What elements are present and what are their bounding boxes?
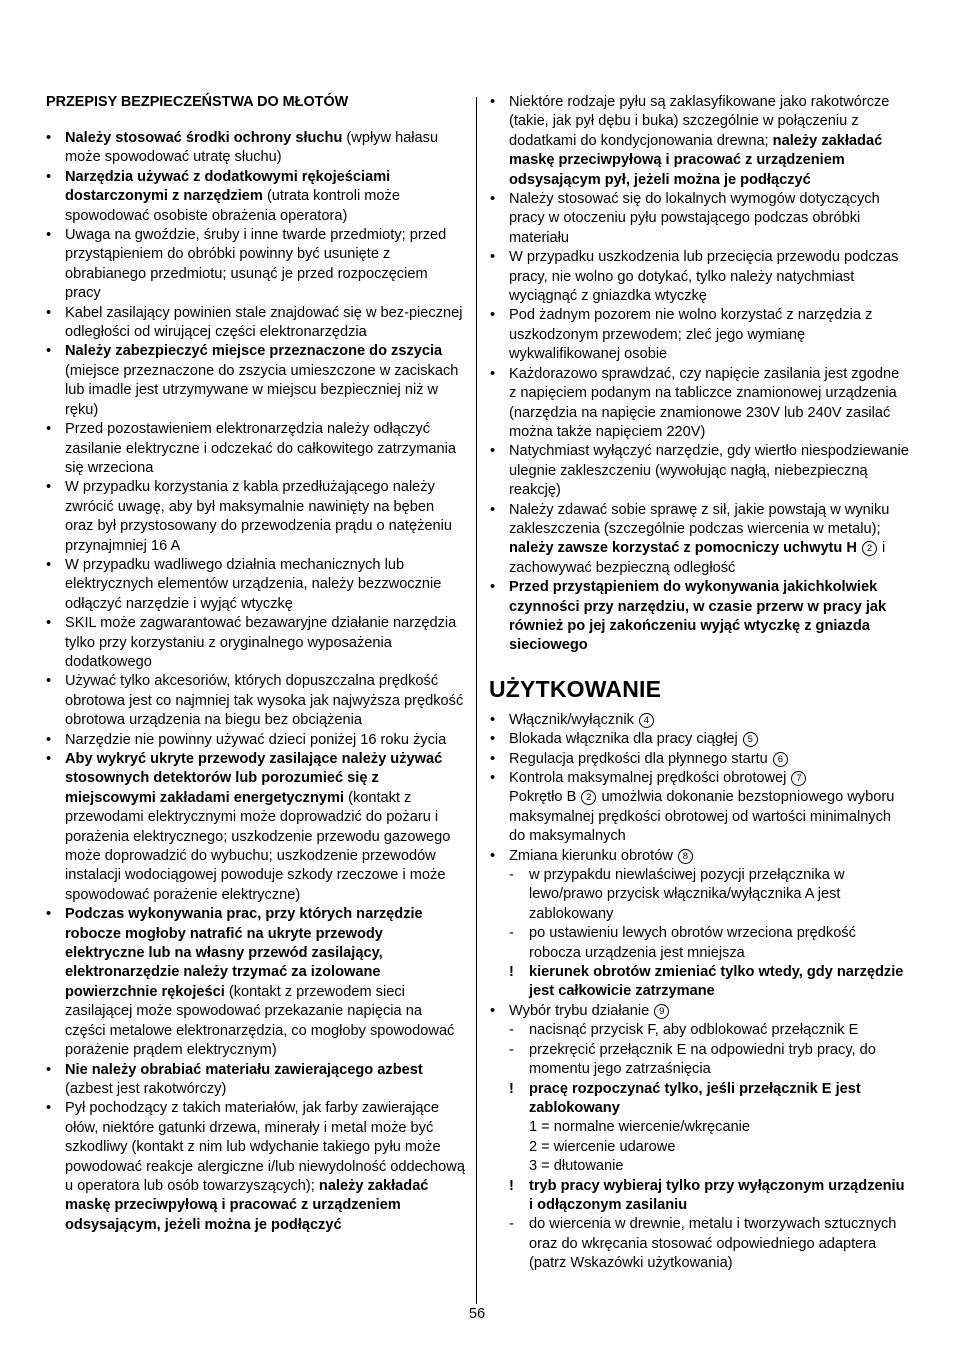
reference-number-icon: 2 (862, 541, 877, 556)
warning-item (509, 963, 910, 1002)
list-item (490, 769, 910, 847)
reference-number-icon: 4 (639, 713, 654, 728)
bold-text: należy zawsze korzystać z pomocniczy uchwytu H (509, 540, 857, 557)
safety-list (46, 129, 466, 1235)
item-text: W przypadku uszkodzenia lub przecięcia przewodu podczas pracy, nie wolno go dotykać, tylko należy natychmiast wyciągnąć z gniazdka wtyczkę (509, 249, 899, 305)
bold-text: Aby wykryć ukryte przewody zasilające należy używać stosownych detektorów lub porozumieć się z miejscowymi zakładami energetycznymi (65, 751, 443, 806)
mode-line: 3 = dłutowanie (529, 1158, 624, 1175)
bold-text: Podczas wykonywania prac, przy których narzędzie robocze mogłoby natrafić na ukryte przewody elektryczne lub na własny przewód zasilający, elektronarzędzie należy trzymać za izolowane powierzchnie rękojeści (65, 906, 423, 1000)
list-item (490, 501, 910, 579)
list-item (46, 1099, 466, 1235)
sub-text: w przypakdu niewlaściwej pozycji przełącznika w lewo/prawo przycisk włącznika/wyłącznika A jest zablokowany (529, 867, 845, 922)
sub-text: przekręcić przełącznik E na odpowiedni tryb pracy, do momentu jego zatrzaśnięcia (529, 1041, 876, 1078)
list-item (490, 1002, 910, 1274)
list-item (46, 168, 466, 226)
warning-text: tryb pracy wybieraj tylko przy wyłączonym urządzeniu i odłączonym zasilaniu (529, 1177, 905, 1213)
right-column (490, 93, 910, 1274)
item-text: (utrata kontroli może spowodować osobiste obrażenia operatora) (65, 188, 400, 224)
item-text: Blokada włącznika dla pracy ciągłej (509, 731, 738, 748)
item-text: Pod żadnym pozorem nie wolno korzystać z narzędzia z uszkodzonym przewodem; zleć jego wymianę wykwalifikowanej osobie (509, 307, 873, 363)
safety-list-continued (490, 93, 910, 656)
list-item (46, 420, 466, 478)
dash-marker: - (509, 1216, 514, 1233)
list-item (46, 672, 466, 730)
item-text: Włącznik/wyłącznik (509, 711, 634, 728)
list-item (46, 226, 466, 304)
item-text: (kontakt z przewodami elektrycznymi może doprowadzić do pożaru i porażenia elektrycznego; uszkodzenie przewodu gazowego może doprowadzić do wybuchu; uszkodzenie przewodów instalacji wodociągowej powoduje szkody rzeczowe i może spowodować porażenie elektryczne) (65, 789, 451, 903)
list-item (490, 190, 910, 248)
sub-item (509, 1041, 910, 1080)
list-item (490, 248, 910, 306)
item-text: Przed pozostawieniem elektronarzędzia należy odłączyć zasilanie elektryczne i odczekać do całkowitego zatrzymania się wrzeciona (65, 421, 456, 476)
item-text: umożlwia dokonanie bezstopniowego wyboru maksymalnej prędkości obrotowej od wartości minimalnych do maksymalnych (509, 789, 895, 845)
sub-text: do wiercenia w drewnie, metalu i tworzywach sztucznych oraz do wkręcania stosować odpowiedniego adaptera (patrz Wskazówki użytkowania) (529, 1216, 897, 1272)
item-text: (wpływ hałasu może spowodować utratę słuchu) (65, 130, 439, 166)
item-text: Używać tylko akcesoriów, których dopuszczalna prędkość obrotowa jest co najmniej tak wysoka jak najwyższa prędkość obrotowa urządzenia na biegu bez obciążenia (65, 673, 464, 729)
list-item (490, 578, 910, 656)
list-item (46, 750, 466, 905)
warning-text: kierunek obrotów zmieniać tylko wtedy, gdy narzędzie jest całkowicie zatrzymane (529, 964, 904, 1000)
list-item (490, 442, 910, 500)
sub-item (509, 866, 910, 924)
reference-number-icon: 2 (581, 790, 596, 805)
warning-item (509, 1177, 910, 1216)
list-item (46, 1061, 466, 1100)
usage-list (490, 711, 910, 1274)
bold-text: Nie należy obrabiać materiału zawierającego azbest (65, 1061, 423, 1078)
list-item (490, 93, 910, 190)
dash-marker: - (509, 1022, 514, 1039)
item-text: Każdorazowo sprawdzać, czy napięcie zasilania jest zgodne z napięciem podanym na tabliczce znamionowej urządzenia (narzędzia na napięcie znamionowe 230V lub 240V zasilać można także napięciem 220V) (509, 365, 900, 440)
item-text: Kabel zasilający powinien stale znajdować się w bez-piecznej odległości od wirującej części elektronarzędzia (65, 304, 463, 341)
reference-number-icon: 5 (743, 732, 758, 747)
list-item (46, 478, 466, 556)
item-text: Należy stosować się do lokalnych wymogów dotyczących pracy w otoczeniu pyłu powstającego podczas obróbki materiału (509, 191, 880, 246)
list-item (46, 905, 466, 1060)
warning-icon: ! (509, 964, 514, 981)
item-text: W przypadku wadliwego działnia mechanicznych lub elektrycznych elementów urządzenia, należy bezzwocznie odłączyć narzędzie i wyjąć wtyczkę (65, 556, 442, 612)
item-text: Pył pochodzący z takich materiałów, jak farby zawierające ołów, niektóre gatunki drzewa, minerały i metal może być szkodliwy (kontakt z nim lub wdychanie takiego pyłu może powodować reakcje alergiczne i/lub niewydolność oddechową u operatora lub osób towarzyszących); (65, 1100, 465, 1194)
list-item (46, 129, 466, 168)
item-text: Natychmiast wyłączyć narzędzie, gdy wiertło niespodziewanie ulegnie zakleszczeniu (wywołując nagłą, niebezpieczną reakcję) (509, 443, 909, 499)
list-item (490, 750, 910, 769)
dash-marker: - (509, 1041, 514, 1058)
sub-item (509, 1215, 910, 1273)
item-text: Niektóre rodzaje pyłu są zaklasyfikowane jako rakotwórcze (takie, jak pył dębu i buka) szczególnie w połączeniu z dodatkami do kondycjonowania drewna; (509, 94, 890, 149)
usage-title: UŻYTKOWANIE (489, 675, 662, 702)
list-item (46, 304, 466, 343)
reference-number-icon: 8 (678, 849, 693, 864)
sub-item (509, 924, 910, 963)
item-text: (azbest jest rakotwórczy) (65, 1080, 227, 1097)
reference-number-icon: 7 (791, 771, 806, 786)
mode-line: 1 = normalne wiercenie/wkręcanie (529, 1119, 751, 1136)
item-text: Kontrola maksymalnej prędkości obrotowej (509, 770, 787, 786)
item-text: Narzędzie nie powinny używać dzieci poniżej 16 roku życia (65, 731, 447, 748)
item-text: W przypadku korzystania z kabla przedłużającego należy zwrócić uwagę, aby był maksymalnie nawinięty na bęben oraz był przystosowany do przewodzenia prądu o natężeniu przynajmniej 16 A (65, 479, 452, 554)
list-item (490, 365, 910, 443)
bold-text: Przed przystąpieniem do wykonywania jakichkolwiek czynności przy narzędziu, w czasie przerw w pracy jak również po jej zakończeniu wyjąć wtyczkę z gniazda sieciowego (509, 579, 887, 654)
item-text: Pokrętło B (509, 789, 577, 806)
sub-text: po ustawieniu lewych obrotów wrzeciona prędkość robocza urządzenia jest mniejsza (529, 925, 856, 961)
bold-text: należy zakładać maskę przeciwpyłową i pracować z urządzeniem odsysającym pył, jeżeli można je podłączyć (509, 132, 883, 188)
item-text: Zmiana kierunku obrotów (509, 847, 673, 864)
sub-text: nacisnąć przycisk F, aby odblokować przełącznik E (529, 1022, 859, 1039)
list-item (490, 847, 910, 1002)
list-item (490, 711, 910, 730)
dash-marker: - (509, 867, 514, 884)
left-column (46, 93, 466, 1235)
column-divider (476, 97, 477, 1304)
list-item (46, 614, 466, 672)
item-text: (miejsce przeznaczone do zszycia umieszczone w zaciskach lub imadle jest utrzymywane w miejscu bezpieczniej niż w ręku) (65, 362, 459, 418)
item-text: (kontakt z przewodem sieci zasilającej może spowodować przekazanie napięcia na części metalowe elektronarzędzia, co mogłoby spowodować porażenie prądem elektrycznym) (65, 983, 455, 1059)
list-item (490, 306, 910, 364)
reference-number-icon: 6 (773, 752, 788, 767)
dash-marker: - (509, 925, 514, 942)
item-text: SKIL może zagwarantować bezawaryjne działanie narzędzia tylko przy korzystaniu z oryginalnego wyposażenia dodatkowego (65, 615, 457, 670)
reference-number-icon: 9 (654, 1004, 669, 1019)
warning-item (509, 1080, 910, 1119)
mode-line: 2 = wiercenie udarowe (529, 1138, 676, 1155)
item-text: Regulacja prędkości dla płynnego startu (509, 750, 768, 767)
warning-icon: ! (509, 1080, 514, 1097)
item-text: Należy zdawać sobie sprawę z sił, jakie powstają w wyniku zakleszczenia (szczególnie podczas wiercenia w metalu); (509, 501, 890, 537)
item-text: Uwaga na gwoździe, śruby i inne twarde przedmioty; przed przystąpieniem do obróbki powinny być usunięte z obrabianego przedmiotu; usunąć je przed rozpoczęciem pracy (65, 227, 447, 302)
list-item (46, 731, 466, 750)
warning-icon: ! (509, 1177, 514, 1194)
item-text: i zachowywać bezpieczną odległość (509, 540, 886, 576)
list-item (46, 342, 466, 420)
bold-text: Należy stosować środki ochrony słuchu (65, 130, 343, 146)
sub-item (509, 1021, 910, 1040)
list-item (490, 730, 910, 749)
section-heading: PRZEPISY BEZPIECZEŃSTWA DO MŁOTÓW (46, 94, 349, 110)
bold-text: należy zakładać maskę przeciwpyłową i pracować z urządzeniem odsysającym, jeżeli można je podłączyć (65, 1177, 429, 1233)
list-item (46, 556, 466, 614)
bold-text: Narzędzia używać z dodatkowymi rękojeściami dostarczonymi z narzędziem (65, 168, 391, 205)
item-text: Wybór trybu działanie (509, 1002, 650, 1019)
warning-text: pracę rozpoczynać tylko, jeśli przełącznik E jest zablokowany (529, 1080, 861, 1116)
bold-text: Należy zabezpieczyć miejsce przeznaczone do zszycia (65, 343, 443, 360)
page-number: 56 (468, 1306, 486, 1322)
